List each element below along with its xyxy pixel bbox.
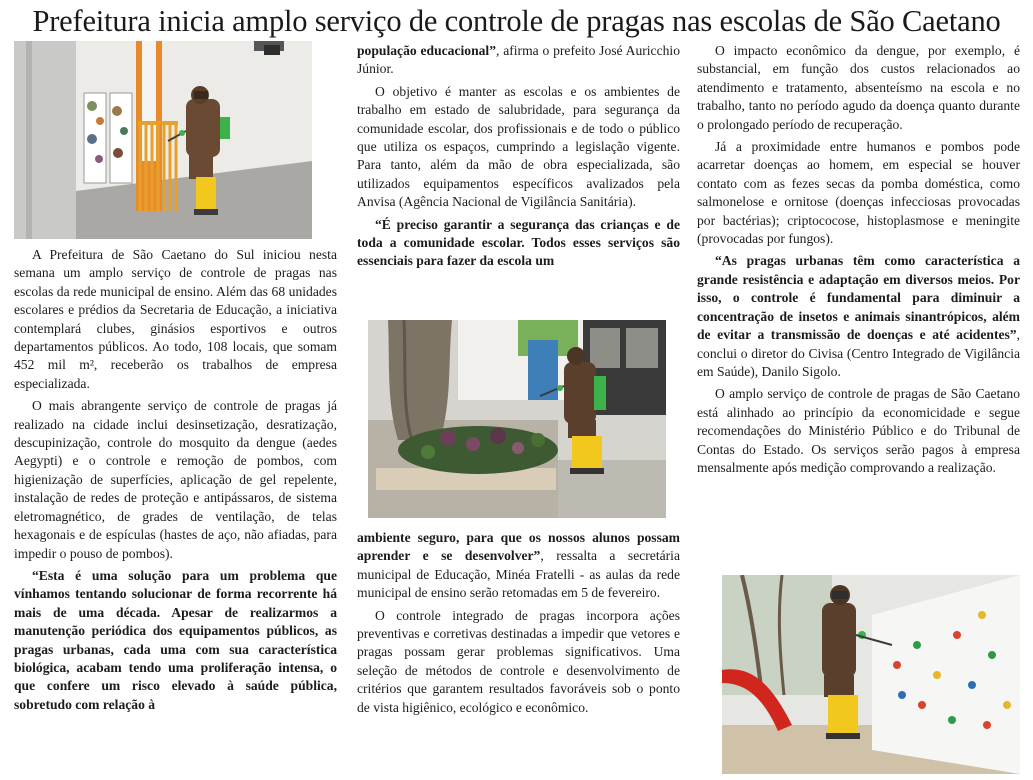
article-column-2	[357, 42, 680, 275]
paragraph-pigeons: Já a proximidade entre humanos e pombos pode acarretar doenças ao homem, em especial se houver contato com as fezes secas da pomba doméstica, como salmonelose e ornitose (doenças infecciosas provocadas por bactérias); criptococose, histoplasmose e meningite (provocadas por fungos).	[697, 139, 1020, 247]
article-column-1	[14, 246, 337, 718]
photo-tree-spraying	[368, 320, 666, 518]
paragraph-mayor-attribution	[357, 42, 680, 79]
photo-climbing-wall-spraying	[722, 575, 1020, 774]
paragraph-integrated-control: O controle integrado de pragas incorpora ações preventivas e corretivas destinadas a impedir que vetores e pragas possam gerar problemas significativos. Uma seleção de métodos de controle e desenvolvimento de critérios que garantem resultados favoráveis sob o ponto de vista higiênico, ecológico e econômico.	[357, 607, 680, 715]
quote-director-text: “As pragas urbanas têm como característica a grande resistência e adaptação em diversos meios. Por isso, o controle é fundamental para diminuir a concentração de insetos e animais sinantrópicos, além de evitar a transmissão de doenças e até acidentes”	[697, 253, 1020, 343]
paragraph-objective: O objetivo é manter as escolas e os ambientes de trabalho em estado de salubridade, para segurança da comunidade escolar, dos profissionais e de todo o público que utiliza os espaços, cumprindo a legislação vigente. Para tanto, além da mão de obra especializada, são utilizados equipamentos específicos avalizados pela Anvisa (Agência Nacional de Vigilância Sanitária).	[357, 83, 680, 210]
paragraph-intro: A Prefeitura de São Caetano do Sul iniciou nesta semana um amplo serviço de controle de pragas nas escolas da rede municipal de ensino. Além das 68 unidades escolares e prédios da Secretaria de Educação, a iniciativa contemplará clubes, ginásios esportivos e outros departamentos públicos. Ao todo, 108 locais, que somam 452 mil m², receberão os trabalhos de empresa especializada.	[14, 247, 337, 391]
quote-secretary-text: “É preciso garantir a segurança das crianças e de toda a comunidade escolar. Todos esses serviços são essenciais para fazer da escola um	[357, 216, 680, 269]
quote-mayor-text: “Esta é uma solução para um problema que vínhamos tentando solucionar de forma recorrente há mais de uma década. Apesar de realizarmos a manutenção periódica dos equipamentos públicos, as pragas urbanas, cada uma com sua característica biológica, acabam tendo uma proliferação intensa, o que confere um risco elevado à saúde pública, sobretudo com relação à	[14, 567, 337, 712]
quote-secretary	[357, 216, 680, 271]
mayor-attribution-text: , afirma o prefeito José Auricchio Júnior.	[357, 43, 680, 77]
quote-mayor	[14, 567, 337, 714]
quote-director	[697, 252, 1020, 381]
quote-secretary-end: ambiente seguro, para que os nossos alunos possam aprender e se desenvolver”	[357, 530, 680, 564]
quote-mayor-end: população educacional”	[357, 43, 497, 58]
photo-corridor-spraying	[14, 41, 312, 239]
article-headline: Prefeitura inicia amplo serviço de controle de pragas nas escolas de São Caetano	[32, 4, 1001, 38]
paragraph-dengue-impact: O impacto econômico da dengue, por exemplo, é substancial, em função dos custos relacionados ao atendimento e tratamento, absenteísmo na escola e no trabalho, tanto no período agudo da doença quanto durante o prolongado período de recuperação.	[697, 43, 1020, 132]
paragraph-secretary-attribution	[357, 529, 680, 603]
secretary-attribution-text: , ressalta a secretária municipal de Educação, Minéa Fratelli - as aulas da rede municipal de ensino serão retomadas em 5 de fevereiro.	[357, 548, 680, 601]
paragraph-services: O mais abrangente serviço de controle de pragas já realizado na cidade inclui desinsetização, desratização, descupinização, controle do mosquito da dengue (aedes Aegypti) e o controle e remoção de pombos, com higienização de superfícies, aplicação de gel repelente, instalação de redes de proteção e antipássaros, de sistema eletromagnético, de grades de ventilação, de telas hexagonais e de espículas (hastes de aço, não afiadas, para impedir o pouso de pombos).	[14, 398, 337, 561]
paragraph-economicity: O amplo serviço de controle de pragas de São Caetano está alinhado ao princípio da economicidade e segue recomendações do Ministério Público e do Tribunal de Contas do Estado. Os serviços serão pagos à empresa mensalmente após medição comprovando a realização.	[697, 386, 1020, 475]
director-attribution-text: , conclui o diretor do Civisa (Centro Integrado de Vigilância em Saúde), Danilo Sigolo.	[697, 327, 1020, 379]
article-column-3	[697, 42, 1020, 481]
article-column-2-continued	[357, 529, 680, 721]
